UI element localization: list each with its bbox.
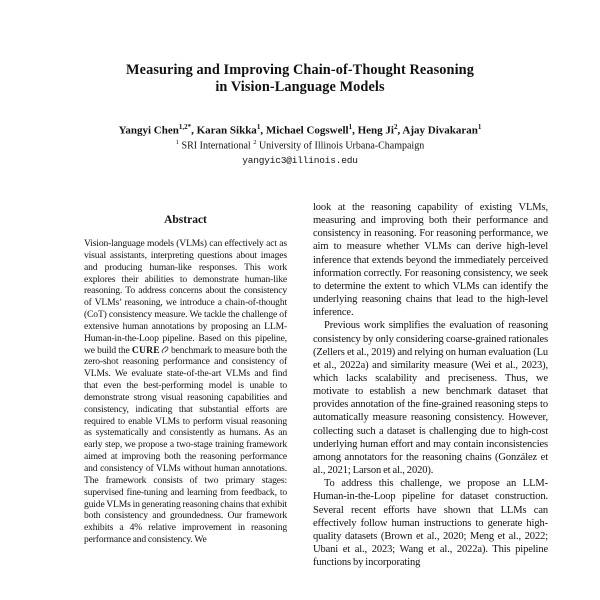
abstract-body bbox=[70, 238, 301, 546]
abstract-heading: Abstract bbox=[164, 213, 207, 226]
author-superscript: 1,2* bbox=[178, 123, 192, 131]
author-superscript: 2 bbox=[393, 123, 398, 131]
intro-paragraph-previous-work: Previous work simplifies the evaluation of reasoning consistency by only considering coarse-grained rationales (Zellers et al., 2019) and relying on human evaluation (Lu et al., 2022a) and similarity measure (Wei et al., 2023), which lacks scalability and preciseness. Thus, we motivate to establish a new benchmark dataset that provides annotation of the fine-grained reasoning steps to automatically measure reasoning consistency. However, collecting such a dataset is challenging due to high-cost underlying human effort and may contain inconsistencies among annotators for the reasoning chains (González et al., 2021; Larson et al., 2020). bbox=[313, 320, 548, 477]
two-column-body bbox=[0, 201, 600, 569]
author-separator: , bbox=[397, 124, 403, 137]
authors-line bbox=[0, 123, 600, 137]
abstract-text-after-cure: benchmark to measure both the zero-shot reasoning performance and consistency of VLMs. We evaluate state-of-the-art VLMs and find that even the best-performing model is unable to demonstrate strong visual reasoning capabilities and consistency, indicating that substantial efforts are required to enable VLMs to perform visual reasoning as systematically and consistently as humans. As an early step, we propose a two-stage training framework aimed at improving both the reasoning performance and consistency of VLMs without human annotations. The framework consists of two primary stages: supervised fine-tuning and learning from feedback, to guide VLMs in generating reasoning chains that exhibit both consistency and groundedness. Our framework exhibits a 4% relative improvement in reasoning performance and consistency. We bbox=[84, 344, 287, 546]
cure-benchmark-label: CURE bbox=[131, 344, 160, 356]
left-column bbox=[70, 201, 301, 569]
author-name: Karan Sikka bbox=[196, 124, 257, 137]
author-name: Michael Cogswell bbox=[265, 124, 349, 137]
cure-link-icon bbox=[161, 346, 169, 354]
author-superscript: 1 bbox=[256, 123, 261, 131]
author-superscript: 1 bbox=[477, 123, 482, 131]
author-name: Yangyi Chen bbox=[118, 124, 179, 137]
author-separator: , bbox=[191, 124, 197, 137]
affiliation-name: University of Illinois Urbana-Champaign bbox=[256, 139, 425, 151]
author-superscript: 1 bbox=[348, 123, 353, 131]
affiliation-name: SRI International bbox=[179, 139, 254, 151]
affiliation-superscript: 2 bbox=[253, 138, 257, 146]
author-name: Ajay Divakaran bbox=[402, 124, 478, 137]
page-title-line1: Measuring and Improving Chain-of-Thought Reasoning bbox=[126, 62, 474, 78]
intro-paragraph-continuation: look at the reasoning capability of existing VLMs, measuring and improving both their performance and consistency in reasoning. For reasoning performance, we aim to measure whether VLMs can derive high-level inference that extends beyond the immediately perceived information correctly. For reasoning consistency, we seek to determine the extent to which VLMs can identify the underlying reasoning chains that lead to the high-level inference. bbox=[313, 201, 548, 319]
author-separator: , bbox=[260, 124, 266, 137]
author-separator: , bbox=[352, 124, 358, 137]
right-column bbox=[313, 201, 548, 569]
page-title bbox=[0, 0, 600, 96]
intro-paragraph-challenge: To address this challenge, we propose an LLM-Human-in-the-Loop pipeline for dataset construction. Several recent efforts have shown that LLMs can effectively follow human instructions to generate high-quality datasets (Brown et al., 2020; Meng et al., 2022; Ubani et al., 2023; Wang et al., 2022a). This pipeline functions by incorporating bbox=[313, 478, 548, 569]
affiliations-line bbox=[0, 139, 600, 151]
abstract-text-before-cure: Vision-language models (VLMs) can effectively act as visual assistants, interpreting questions about images and producing human-like responses. This work explores their abilities to demonstrate human-like reasoning. To address concerns about the consistency of VLMs’ reasoning, we introduce a chain-of-thought (CoT) consistency measure. We tackle the challenge of extensive human annotations by proposing an LLM-Human-in-the-Loop pipeline. Based on this pipeline, we build the bbox=[84, 237, 287, 356]
author-name: Heng Ji bbox=[357, 124, 394, 137]
contact-email: yangyic3@illinois.edu bbox=[242, 154, 358, 166]
page-title-line2: in Vision-Language Models bbox=[215, 79, 385, 95]
affiliation-superscript: 1 bbox=[175, 138, 180, 146]
